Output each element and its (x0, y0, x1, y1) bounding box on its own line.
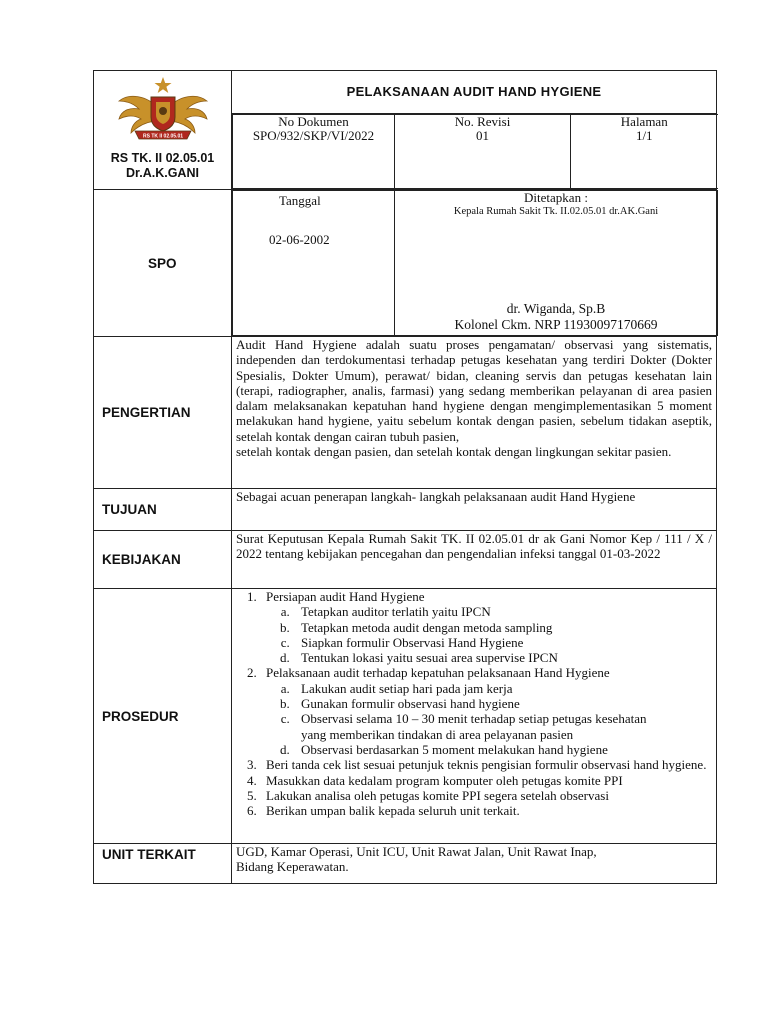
hospital-identity-cell (94, 71, 232, 190)
tujuan-label: TUJUAN (94, 489, 232, 531)
no-dokumen-label: No Dokumen (278, 114, 349, 129)
prosedur-list (232, 589, 712, 818)
unit-terkait-line1: UGD, Kamar Operasi, Unit ICU, Unit Rawat Jalan, Unit Rawat Inap, (236, 844, 597, 859)
tanggal-block (233, 191, 395, 336)
no-dokumen-value: SPO/932/SKP/VI/2022 (252, 128, 375, 143)
spo-details-cell (232, 190, 717, 337)
prosedur-step-1-sublist (266, 604, 712, 665)
document-title: PELAKSANAAN AUDIT HAND HYGIENE (232, 71, 717, 114)
no-revisi-label: No. Revisi (454, 114, 511, 129)
prosedur-step-1-text: Persiapan audit Hand Hygiene (266, 589, 425, 604)
spo-label: SPO (94, 190, 232, 337)
halaman-value: 1/1 (635, 128, 653, 143)
unit-terkait-label: UNIT TERKAIT (94, 844, 232, 884)
svg-text:RS TK II 02.05.01: RS TK II 02.05.01 (142, 133, 183, 140)
list-item: b. Tetapkan metoda audit dengan metoda sampling (293, 620, 712, 635)
ditetapkan-block (395, 191, 718, 336)
document-meta-cell (232, 114, 717, 190)
pengertian-para1: Audit Hand Hygiene adalah suatu proses pengamatan/ observasi yang sistematis, independen dan terdokumentasi terhadap petugas kesehatan yang terdiri Dokter (Dokter Spesialis, Dokter Umum), perawat/ bidan, cleaning servis dan petugas kesehatan lain (terapi, radiographer, analis, farmasi) yang sedang memberikan pelayanan di area pasien dalam melaksanakan kepatuhan hand hygiene dengan mengimplementasikan 5 moment melakukan hand hygiene, yaitu sebelum kontak dengan pasien, sebelum tidakan aseptik, setelah kontak dengan cairan tubuh pasien, (236, 337, 712, 444)
list-item: a. Tetapkan auditor terlatih yaitu IPCN (293, 604, 712, 619)
signer-name: dr. Wiganda, Sp.B (506, 301, 606, 316)
kebijakan-label: KEBIJAKAN (94, 531, 232, 589)
tujuan-text: Sebagai acuan penerapan langkah- langkah pelaksanaan audit Hand Hygiene (232, 489, 717, 531)
prosedur-step-6: 6. Berikan umpan balik kepada seluruh unit terkait. (260, 803, 712, 818)
pengertian-label: PENGERTIAN (94, 337, 232, 489)
hospital-emblem-logo (113, 75, 213, 147)
prosedur-step-5: 5. Lakukan analisa oleh petugas komite PPI segera setelah observasi (260, 788, 712, 803)
prosedur-label: PROSEDUR (94, 589, 232, 844)
hospital-name (94, 151, 231, 181)
tanggal-value: 02-06-2002 (269, 232, 330, 247)
document-meta (232, 114, 718, 189)
kebijakan-text: Surat Keputusan Kepala Rumah Sakit TK. II 02.05.01 dr ak Gani Nomor Kep / 111 / X / 2022 tentang kebijakan pencegahan dan pengendalian infeksi tanggal 01-03-2022 (232, 531, 717, 589)
hospital-name-line1: RS TK. II 02.05.01 (110, 151, 215, 165)
list-item: d. Tentukan lokasi yaitu sesuai area supervise IPCN (293, 650, 712, 665)
unit-terkait-line2: Bidang Keperawatan. (236, 859, 349, 875)
hospital-name-line2: Dr.A.K.GANI (126, 166, 199, 180)
list-item: c. Observasi selama 10 – 30 menit terhadap setiap petugas kesehatan yang memberikan tindakan di area pelayanan pasien (293, 711, 669, 742)
halaman-label: Halaman (620, 114, 668, 129)
pengertian-para2: setelah kontak dengan pasien, dan setelah kontak dengan lingkungan sekitar pasien. (236, 444, 672, 460)
spo-details (232, 190, 718, 336)
halaman-block (571, 115, 718, 189)
no-revisi-block (395, 115, 571, 189)
ditetapkan-by: Kepala Rumah Sakit Tk. II.02.05.01 dr.AK.Gani (453, 206, 659, 217)
prosedur-content (232, 589, 717, 844)
spo-table (93, 70, 717, 884)
prosedur-step-1 (260, 589, 712, 665)
tanggal-label: Tanggal (279, 193, 321, 208)
prosedur-step-3: 3. Beri tanda cek list sesuai petunjuk teknis pengisian formulir observasi hand hygiene. (260, 757, 712, 772)
no-dokumen-block (233, 115, 395, 189)
signature-block (395, 301, 717, 333)
prosedur-step-4: 4. Masukkan data kedalam program komputer oleh petugas komite PPI (260, 773, 712, 788)
list-item: d. Observasi berdasarkan 5 moment melakukan hand hygiene (293, 742, 712, 757)
ditetapkan-label: Ditetapkan : (524, 190, 588, 205)
unit-terkait-text (232, 844, 717, 884)
list-item: a. Lakukan audit setiap hari pada jam kerja (293, 681, 712, 696)
list-item: c. Siapkan formulir Observasi Hand Hygiene (293, 635, 712, 650)
pengertian-text (232, 337, 717, 489)
no-revisi-value: 01 (476, 128, 489, 143)
prosedur-step-2 (260, 665, 712, 757)
prosedur-step-2-sublist (266, 681, 712, 757)
spo-document (93, 70, 716, 884)
prosedur-step-2-text: Pelaksanaan audit terhadap kepatuhan pelaksanaan Hand Hygiene (266, 665, 610, 681)
signer-rank: Kolonel Ckm. NRP 11930097170669 (454, 317, 658, 332)
list-item: b. Gunakan formulir observasi hand hygiene (293, 696, 712, 711)
